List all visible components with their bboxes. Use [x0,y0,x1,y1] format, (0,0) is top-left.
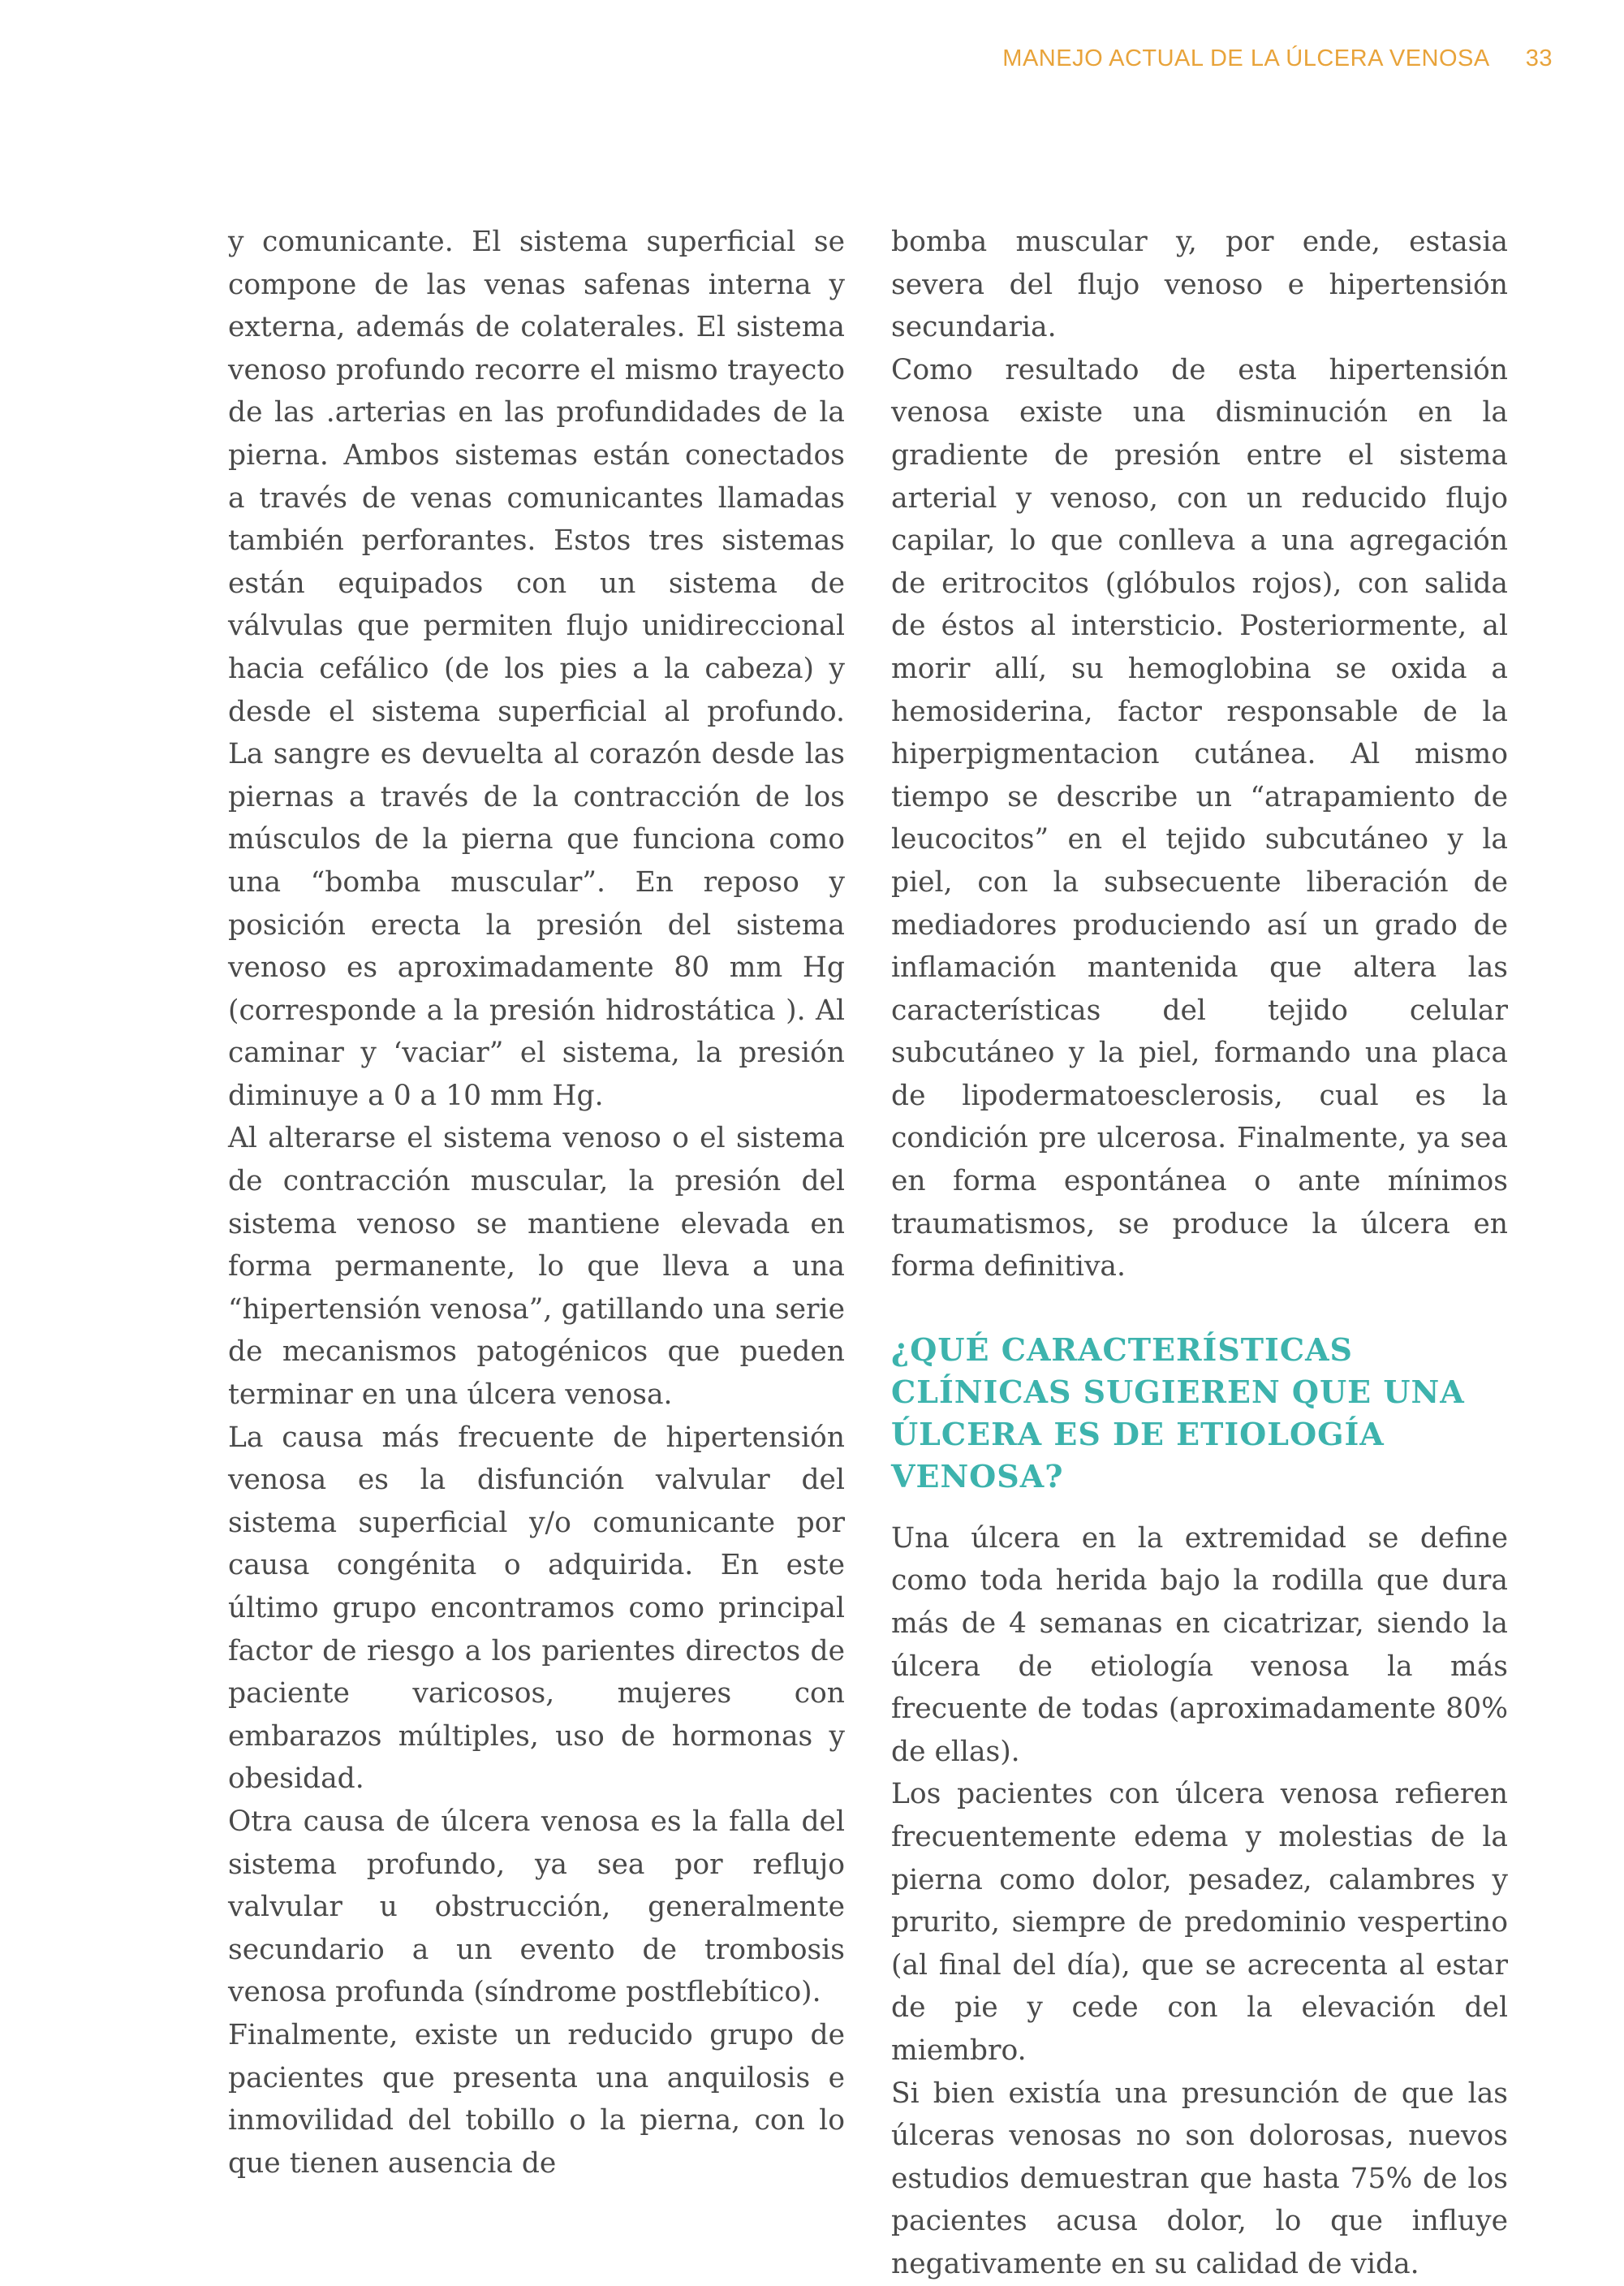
body-paragraph: Los pacientes con úlcera venosa refieren frecuentemente edema y molestias de la pierna como dolor, pesadez, calambres y prurito, siempre de predominio vespertino (al final del día), que se acrecenta al estar de pie y cede con la elevación del miembro. [891,1778,1508,2067]
running-header-title: MANEJO ACTUAL DE LA ÚLCERA VENOSA [1002,45,1490,71]
section-heading: ¿QUÉ CARACTERÍSTICAS CLÍNICAS SUGIEREN QUE UNA ÚLCERA ES DE ETIOLOGÍA VENOSA? [891,1331,1465,1495]
body-paragraph: Una úlcera en la extremidad se define como toda herida bajo la rodilla que dura más de 4 semanas en cicatrizar, siendo la úlcera de etiología venosa la más frecuente de todas (aproximadamente 80% de ellas). [891,1521,1508,1768]
body-paragraph: La causa más frecuente de hipertensión venosa es la disfunción valvular del sistema superficial y/o comunicante por causa congénita o adquirida. En este último grupo encontramos como principal factor de riesgo a los parientes directos de paciente varicosos, mujeres con embarazos múltiples, uso de hormonas y obesidad. [228,1421,845,1796]
right-column [891,221,1508,2286]
left-column [228,221,845,2185]
body-paragraph: Si bien existía una presunción de que las úlceras venosas no son dolorosas, nuevos estudios demuestran que hasta 75% de los pacientes acusa dolor, lo que influye negativamente en su calidad de vida. [891,2077,1508,2280]
body-paragraph: bomba muscular y, por ende, estasia severa del flujo venoso e hipertensión secundaria. [891,226,1508,344]
body-paragraph: Otra causa de úlcera venosa es la falla del sistema profundo, ya sea por reflujo valvular u obstrucción, generalmente secundario a un evento de trombosis venosa profunda (síndrome postflebítico). [228,1805,845,2009]
body-paragraph: Como resultado de esta hipertensión venosa existe una disminución en la gradiente de presión entre el sistema arterial y venoso, con un reducido flujo capilar, lo que conlleva a una agregación de eritrocitos (glóbulos rojos), con salida de éstos al intersticio. Posteriormente, al morir allí, su hemoglobina se oxida a hemosiderina, factor responsable de la hiperpigmentacion cutánea. Al mismo tiempo se describe un “atrapamiento de leucocitos” en el tejido subcutáneo y la piel, con la subsecuente liberación de mediadores produciendo así un grado de inflamación mantenida que altera las características del tejido celular subcutáneo y la piel, formando una placa de lipodermatoesclerosis, cual es la condición pre ulcerosa. Finalmente, ya sea en forma espontánea o ante mínimos traumatismos, se produce la úlcera en forma definitiva. [891,353,1508,1283]
body-paragraph: Finalmente, existe un reducido grupo de pacientes que presenta una anquilosis e inmovilidad del tobillo o la pierna, con lo que tienen ausencia de [228,2018,845,2180]
body-paragraph: y comunicante. El sistema superficial se compone de las venas safenas interna y externa, además de colaterales. El sistema venoso profundo recorre el mismo trayecto de las .arterias en las profundidades de la pierna. Ambos sistemas están conectados a través de venas comunicantes llamadas también perforantes. Estos tres sistemas están equipados con un sistema de válvulas que permiten flujo unidireccional hacia cefálico (de los pies a la cabeza) y desde el sistema superficial al profundo. La sangre es devuelta al corazón desde las piernas a través de la contracción de los músculos de la pierna que funciona como una “bomba muscular”. En reposo y posición erecta la presión del sistema venoso es aproximadamente 80 mm Hg (corresponde a la presión hidrostática ). Al caminar y ‘vaciar” el sistema, la presión diminuye a 0 a 10 mm Hg. [228,226,845,1112]
page-number: 33 [1525,45,1553,71]
body-paragraph: Al alterarse el sistema venoso o el sistema de contracción muscular, la presión del sistema venoso se mantiene elevada en forma permanente, lo que lleva a una “hipertensión venosa”, gatillando una serie de mecanismos patogénicos que pueden terminar en una úlcera venosa. [228,1122,845,1412]
running-header [1002,45,1553,72]
